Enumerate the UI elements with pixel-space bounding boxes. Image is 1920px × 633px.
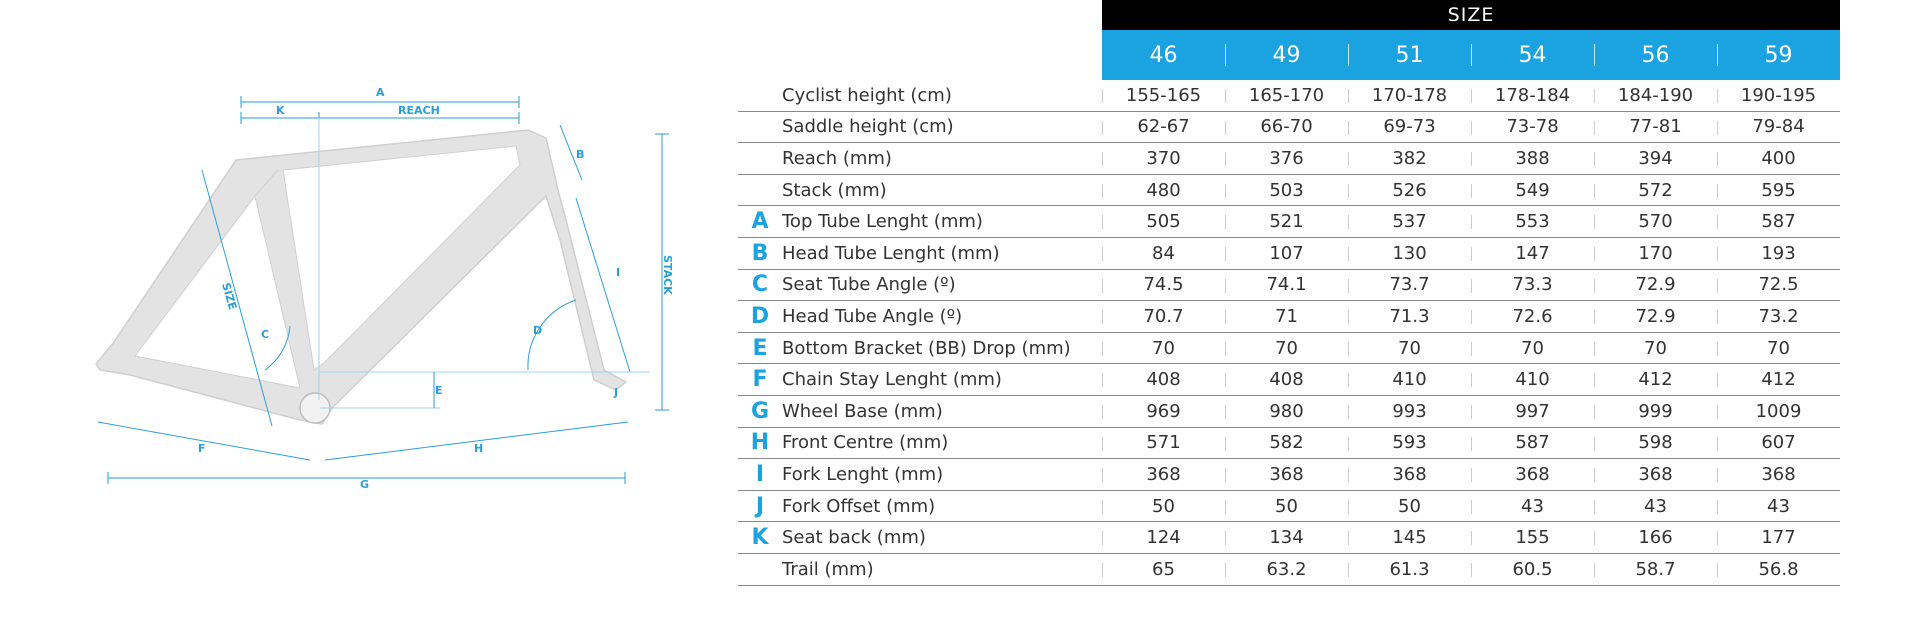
table-cell: 410	[1471, 364, 1594, 396]
row-label: Seat Tube Angle (º)	[782, 269, 1102, 301]
table-cell: 570	[1594, 206, 1717, 238]
table-cell: 43	[1594, 490, 1717, 522]
row-label: Head Tube Angle (º)	[782, 301, 1102, 333]
size-header-row	[738, 30, 1840, 80]
table-cell: 368	[1225, 459, 1348, 491]
table-cell: 62-67	[1102, 111, 1225, 143]
table-row	[738, 459, 1840, 491]
table-cell: 134	[1225, 522, 1348, 554]
table-cell: 61.3	[1348, 553, 1471, 585]
size-header-51: 51	[1348, 30, 1471, 80]
table-cell: 72.9	[1594, 301, 1717, 333]
size-header-59: 59	[1717, 30, 1840, 80]
table-cell: 65	[1102, 553, 1225, 585]
table-cell: 368	[1102, 459, 1225, 491]
row-label: Cyclist height (cm)	[782, 80, 1102, 111]
table-cell: 70	[1102, 332, 1225, 364]
table-row	[738, 553, 1840, 585]
table-row	[738, 364, 1840, 396]
row-letter: C	[738, 269, 782, 301]
dim-label-d: D	[533, 324, 543, 337]
table-cell: 593	[1348, 427, 1471, 459]
table-cell: 70	[1594, 332, 1717, 364]
dim-label-e: E	[435, 384, 443, 397]
row-letter: G	[738, 395, 782, 427]
dim-label-f: F	[198, 442, 206, 455]
table-cell: 526	[1348, 174, 1471, 206]
row-label: Wheel Base (mm)	[782, 395, 1102, 427]
table-cell: 480	[1102, 174, 1225, 206]
row-letter: E	[738, 332, 782, 364]
table-cell: 147	[1471, 237, 1594, 269]
size-header-54: 54	[1471, 30, 1594, 80]
dim-label-stack: STACK	[661, 255, 674, 295]
table-cell: 408	[1102, 364, 1225, 396]
row-letter	[738, 111, 782, 143]
table-cell: 388	[1471, 143, 1594, 175]
table-cell: 999	[1594, 395, 1717, 427]
frame-geometry-diagram	[0, 0, 720, 633]
table-cell: 376	[1225, 143, 1348, 175]
table-cell: 74.1	[1225, 269, 1348, 301]
table-cell: 170	[1594, 237, 1717, 269]
dim-label-a: A	[376, 86, 385, 99]
table-row	[738, 237, 1840, 269]
table-cell: 193	[1717, 237, 1840, 269]
row-label: Chain Stay Lenght (mm)	[782, 364, 1102, 396]
table-cell: 400	[1717, 143, 1840, 175]
size-title: SIZE	[1102, 0, 1840, 30]
table-cell: 993	[1348, 395, 1471, 427]
table-cell: 408	[1225, 364, 1348, 396]
row-label: Front Centre (mm)	[782, 427, 1102, 459]
table-cell: 84	[1102, 237, 1225, 269]
row-letter: I	[738, 459, 782, 491]
dim-label-i: I	[616, 266, 621, 279]
table-cell: 71.3	[1348, 301, 1471, 333]
row-letter	[738, 143, 782, 175]
table-row	[738, 111, 1840, 143]
table-cell: 572	[1594, 174, 1717, 206]
table-cell: 505	[1102, 206, 1225, 238]
table-cell: 549	[1471, 174, 1594, 206]
table-cell: 50	[1102, 490, 1225, 522]
row-label: Fork Offset (mm)	[782, 490, 1102, 522]
table-row	[738, 269, 1840, 301]
table-cell: 1009	[1717, 395, 1840, 427]
table-cell: 56.8	[1717, 553, 1840, 585]
row-label: Saddle height (cm)	[782, 111, 1102, 143]
table-cell: 70	[1471, 332, 1594, 364]
table-cell: 587	[1717, 206, 1840, 238]
table-cell: 537	[1348, 206, 1471, 238]
table-cell: 69-73	[1348, 111, 1471, 143]
row-label: Fork Lenght (mm)	[782, 459, 1102, 491]
table-cell: 368	[1717, 459, 1840, 491]
table-cell: 969	[1102, 395, 1225, 427]
row-label: Top Tube Lenght (mm)	[782, 206, 1102, 238]
table-cell: 73-78	[1471, 111, 1594, 143]
table-cell: 412	[1594, 364, 1717, 396]
table-cell: 155	[1471, 522, 1594, 554]
geometry-table-body	[738, 80, 1840, 585]
table-cell: 155-165	[1102, 80, 1225, 111]
row-letter	[738, 80, 782, 111]
table-cell: 72.9	[1594, 269, 1717, 301]
table-cell: 77-81	[1594, 111, 1717, 143]
table-cell: 70.7	[1102, 301, 1225, 333]
row-letter: D	[738, 301, 782, 333]
row-label: Bottom Bracket (BB) Drop (mm)	[782, 332, 1102, 364]
dim-label-h: H	[474, 442, 484, 455]
table-cell: 70	[1717, 332, 1840, 364]
table-cell: 553	[1471, 206, 1594, 238]
table-cell: 521	[1225, 206, 1348, 238]
table-cell: 58.7	[1594, 553, 1717, 585]
table-row	[738, 301, 1840, 333]
table-cell: 74.5	[1102, 269, 1225, 301]
table-cell: 73.2	[1717, 301, 1840, 333]
table-cell: 598	[1594, 427, 1717, 459]
table-cell: 166	[1594, 522, 1717, 554]
table-row	[738, 332, 1840, 364]
table-cell: 410	[1348, 364, 1471, 396]
table-cell: 595	[1717, 174, 1840, 206]
bike-frame	[96, 130, 626, 424]
table-cell: 70	[1225, 332, 1348, 364]
table-row	[738, 174, 1840, 206]
size-header-49: 49	[1225, 30, 1348, 80]
dim-label-k: K	[276, 104, 285, 117]
table-cell: 66-70	[1225, 111, 1348, 143]
table-cell: 503	[1225, 174, 1348, 206]
dim-label-b: B	[576, 148, 585, 161]
dim-label-j: J	[614, 386, 619, 399]
table-cell: 72.5	[1717, 269, 1840, 301]
row-label: Head Tube Lenght (mm)	[782, 237, 1102, 269]
table-cell: 382	[1348, 143, 1471, 175]
table-cell: 70	[1348, 332, 1471, 364]
table-cell: 177	[1717, 522, 1840, 554]
table-cell: 607	[1717, 427, 1840, 459]
table-cell: 60.5	[1471, 553, 1594, 585]
row-letter: B	[738, 237, 782, 269]
row-letter: K	[738, 522, 782, 554]
table-cell: 73.7	[1348, 269, 1471, 301]
table-cell: 582	[1225, 427, 1348, 459]
table-cell: 412	[1717, 364, 1840, 396]
table-cell: 63.2	[1225, 553, 1348, 585]
table-cell: 170-178	[1348, 80, 1471, 111]
dim-label-g: G	[360, 478, 370, 491]
size-header-46: 46	[1102, 30, 1225, 80]
table-cell: 370	[1102, 143, 1225, 175]
table-cell: 124	[1102, 522, 1225, 554]
table-cell: 368	[1348, 459, 1471, 491]
table-cell: 190-195	[1717, 80, 1840, 111]
row-label: Seat back (mm)	[782, 522, 1102, 554]
table-cell: 73.3	[1471, 269, 1594, 301]
table-cell: 997	[1471, 395, 1594, 427]
table-cell: 368	[1471, 459, 1594, 491]
table-cell: 165-170	[1225, 80, 1348, 111]
table-row	[738, 395, 1840, 427]
table-row	[738, 427, 1840, 459]
table-cell: 184-190	[1594, 80, 1717, 111]
table-cell: 980	[1225, 395, 1348, 427]
row-letter	[738, 553, 782, 585]
table-row	[738, 522, 1840, 554]
table-row	[738, 206, 1840, 238]
table-cell: 178-184	[1471, 80, 1594, 111]
row-letter: A	[738, 206, 782, 238]
row-letter	[738, 174, 782, 206]
table-cell: 79-84	[1717, 111, 1840, 143]
table-cell: 71	[1225, 301, 1348, 333]
table-cell: 587	[1471, 427, 1594, 459]
table-cell: 571	[1102, 427, 1225, 459]
table-cell: 50	[1348, 490, 1471, 522]
geometry-table	[738, 0, 1840, 586]
table-cell: 72.6	[1471, 301, 1594, 333]
table-cell: 368	[1594, 459, 1717, 491]
dim-label-c: C	[261, 328, 270, 341]
table-cell: 394	[1594, 143, 1717, 175]
table-cell: 43	[1717, 490, 1840, 522]
dim-label-size: SIZE	[219, 281, 240, 312]
row-letter: H	[738, 427, 782, 459]
row-letter: F	[738, 364, 782, 396]
row-label: Stack (mm)	[782, 174, 1102, 206]
table-row	[738, 80, 1840, 111]
table-cell: 130	[1348, 237, 1471, 269]
size-title-row	[738, 0, 1840, 30]
row-label: Trail (mm)	[782, 553, 1102, 585]
table-cell: 43	[1471, 490, 1594, 522]
dim-label-reach: REACH	[398, 104, 440, 117]
table-cell: 50	[1225, 490, 1348, 522]
table-row	[738, 143, 1840, 175]
row-letter: J	[738, 490, 782, 522]
table-row	[738, 490, 1840, 522]
table-cell: 107	[1225, 237, 1348, 269]
row-label: Reach (mm)	[782, 143, 1102, 175]
size-header-56: 56	[1594, 30, 1717, 80]
table-cell: 145	[1348, 522, 1471, 554]
